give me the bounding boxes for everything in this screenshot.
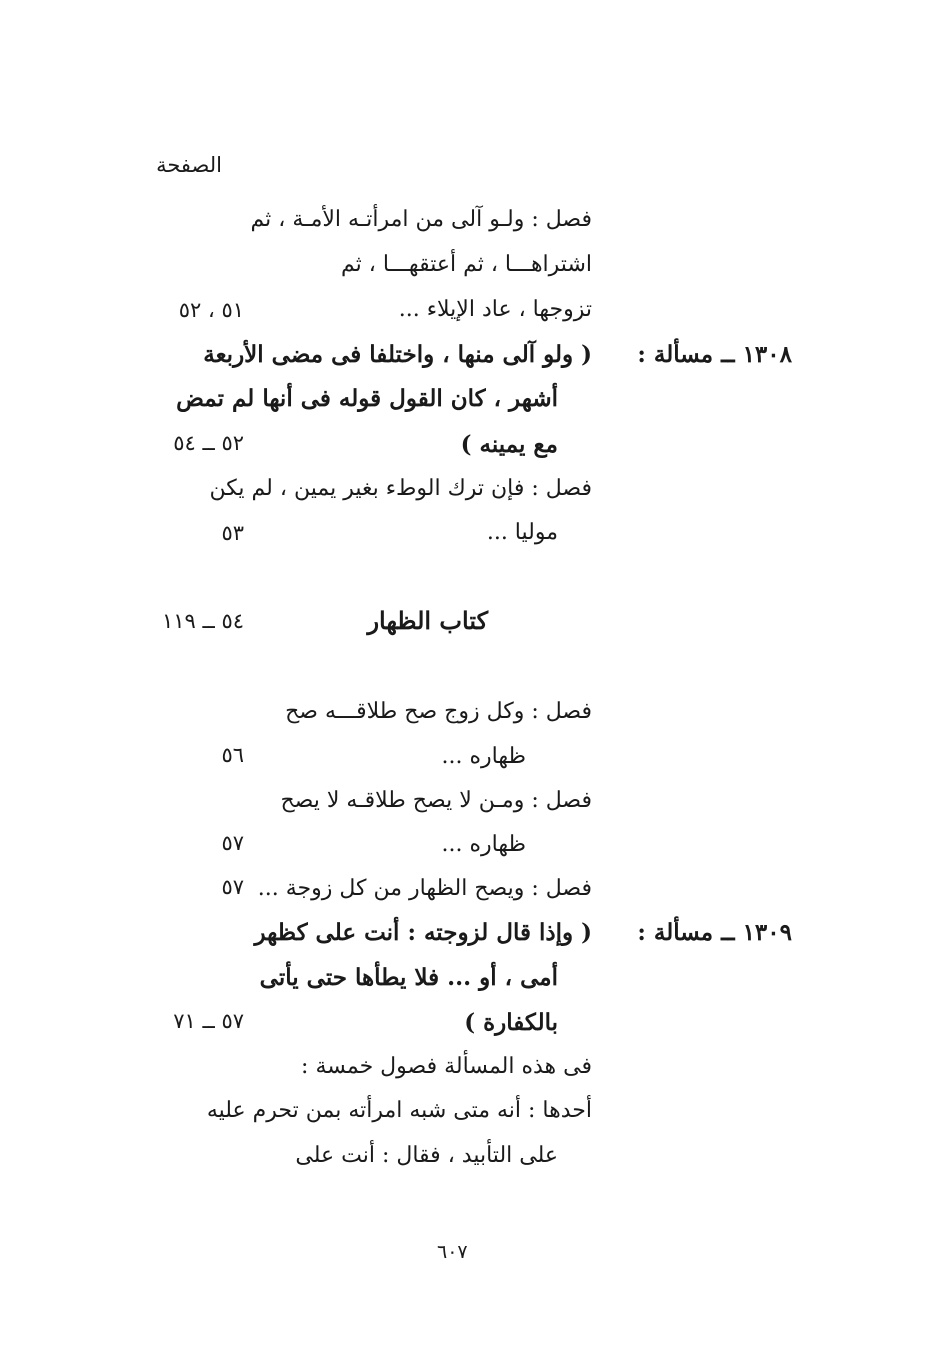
entry-line: فصل : ويصح الظهار من كل زوجة ... xyxy=(257,876,592,901)
entry-line: فى هذه المسألة فصول خمسة : xyxy=(301,1054,592,1079)
issue-text: مع يمينه ) xyxy=(460,431,558,458)
page-column-label: الصفحة xyxy=(156,153,222,177)
page-ref: ٥٤ ــ ١١٩ xyxy=(161,609,244,633)
entry-line: موليا ... xyxy=(486,520,558,545)
issue-text: أشهر ، كان القول قوله فى أنها لم تمض xyxy=(176,385,558,412)
issue-text: ( ولو آلى منها ، واختلفا فى مضى الأربعة xyxy=(203,341,592,368)
chapter-heading: كتاب الظهار xyxy=(367,606,488,635)
issue-text: بالكفارة ) xyxy=(464,1009,558,1036)
page-ref: ٥٧ xyxy=(221,875,244,899)
page-ref: ٥١ ، ٥٢ xyxy=(178,298,244,322)
page-ref: ٥٣ xyxy=(221,521,244,545)
entry-line: أحدها : أنه متى شبه امرأته بمن تحرم عليه xyxy=(206,1098,592,1123)
page-ref: ٥٢ ــ ٥٤ xyxy=(173,431,244,455)
issue-number-label: ١٣٠٩ ــ مسألة : xyxy=(637,919,792,946)
page-ref: ٥٧ ــ ٧١ xyxy=(173,1009,244,1033)
entry-line: ظهاره ... xyxy=(441,832,526,857)
entry-line: على التأبيد ، فقال : أنت على xyxy=(295,1143,558,1168)
issue-number-label: ١٣٠٨ ــ مسألة : xyxy=(637,341,792,368)
entry-line: تزوجها ، عاد الإيلاء ... xyxy=(398,297,592,322)
entry-line: فصل : ومـن لا يصح طلاقـه لا يصح xyxy=(280,788,592,813)
entry-line: فصل : وكل زوج صح طلاقـــه صح xyxy=(285,699,592,724)
entry-line: فصل : ولـو آلى من امرأتـه الأمـة ، ثم xyxy=(250,207,592,232)
page-ref: ٥٦ xyxy=(221,743,244,767)
issue-text: ( وإذا قال لزوجته : أنت على كظهر xyxy=(254,919,592,946)
page-ref: ٥٧ xyxy=(221,831,244,855)
entry-line: فصل : فإن ترك الوطء بغير يمين ، لم يكن xyxy=(209,476,592,501)
page-number: ٦٠٧ xyxy=(437,1241,468,1263)
entry-line: اشتراهـــا ، ثم أعتقهـــا ، ثم xyxy=(341,252,592,277)
entry-line: ظهاره ... xyxy=(441,744,526,769)
issue-text: أمى ، أو ... فلا يطأها حتى يأتى xyxy=(259,964,558,991)
